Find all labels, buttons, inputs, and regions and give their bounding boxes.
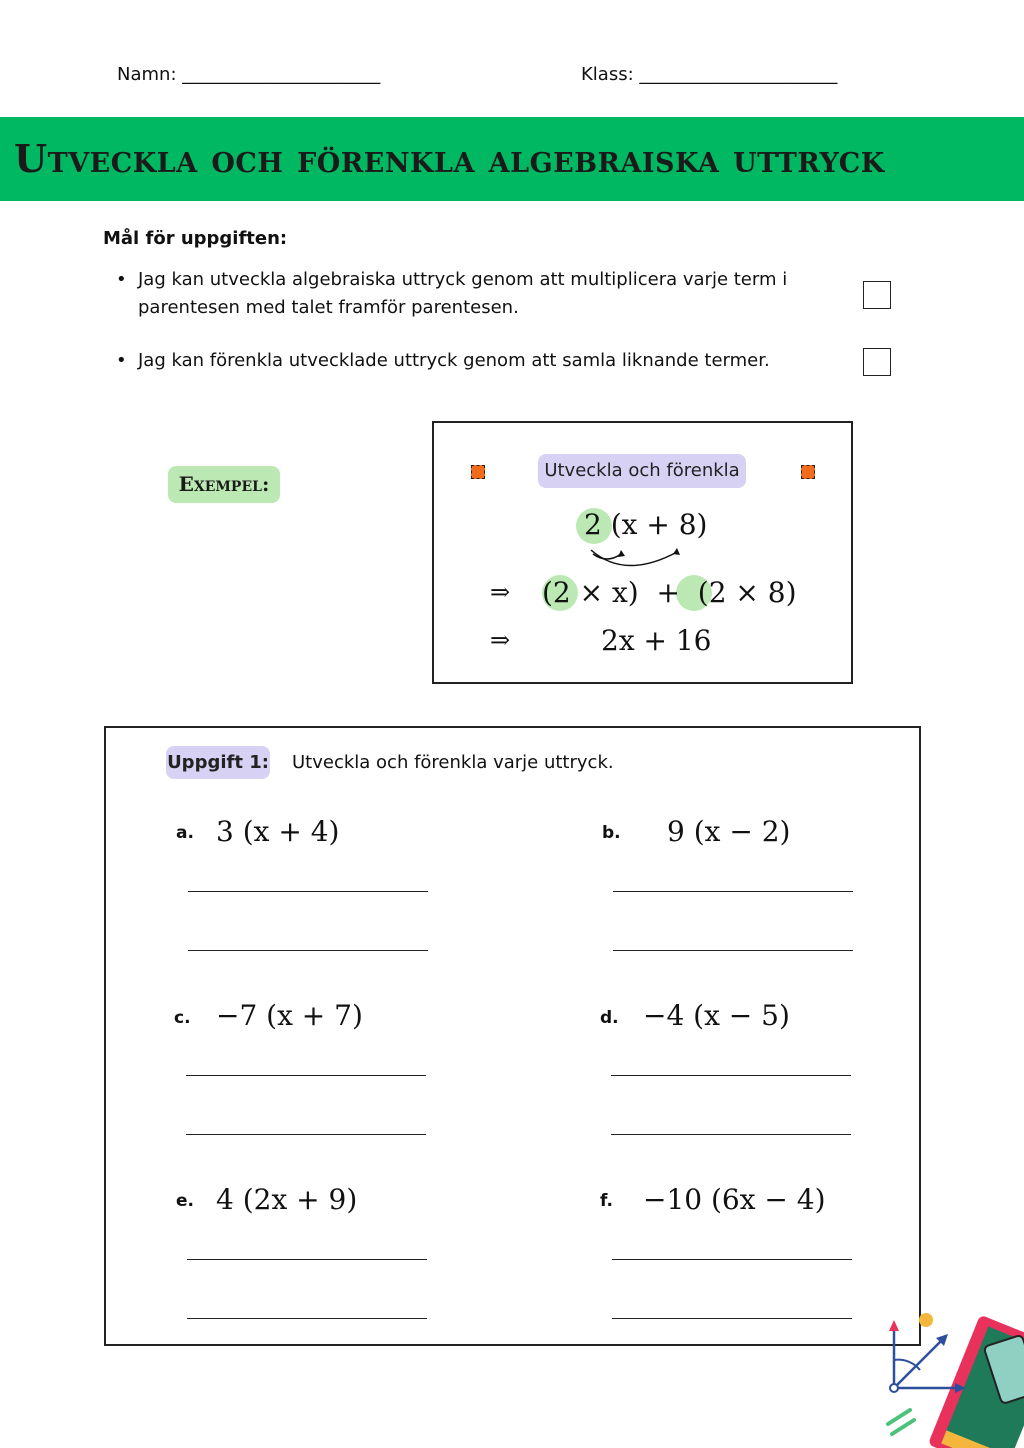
example-expression: 2 (x + 8) [584,508,708,541]
class-field-label: Klass: ______________________ [581,64,838,85]
goal-text: Jag kan förenkla utvecklade uttryck genom att samla liknande termer. [138,350,770,371]
goal-1-checkbox[interactable] [863,281,891,309]
answer-line[interactable] [613,950,853,951]
problem-expression: 9 (x − 2) [667,815,791,848]
orange-square-icon [801,465,815,479]
example-heading: Utveckla och förenkla [538,454,746,488]
distribution-arrows-icon [585,544,685,576]
answer-line[interactable] [611,1075,851,1076]
problem-expression: −10 (6x − 4) [643,1183,826,1216]
implies-arrow: ⇒ [490,626,511,654]
problem-expression: 3 (x + 4) [216,815,340,848]
implies-arrow: ⇒ [490,578,511,606]
name-field-label: Namn: ______________________ [117,64,381,85]
problem-label: a. [176,823,194,843]
example-badge: Exempel: [168,466,280,503]
problem-expression: 4 (2x + 9) [216,1183,358,1216]
task-label: Uppgift 1: [166,746,270,779]
example-step-1: (2 × x) + (2 × 8) [542,576,797,609]
goals-title: Mål för uppgiften: [103,228,288,249]
answer-line[interactable] [186,1134,426,1135]
answer-line[interactable] [188,891,428,892]
problem-label: f. [600,1191,613,1211]
example-result: 2x + 16 [601,624,712,657]
problem-label: d. [600,1008,619,1028]
goal-2-checkbox[interactable] [863,348,891,376]
problem-expression: −7 (x + 7) [216,999,363,1032]
answer-line[interactable] [611,1134,851,1135]
math-tools-illustration-icon [880,1300,1024,1448]
bullet: • [116,350,127,371]
problem-label: c. [174,1008,191,1028]
answer-line[interactable] [612,1318,852,1319]
answer-line[interactable] [188,950,428,951]
answer-line[interactable] [187,1259,427,1260]
page-title: Utveckla och förenkla algebraiska uttryck [14,136,885,181]
answer-line[interactable] [187,1318,427,1319]
task-instruction: Utveckla och förenkla varje uttryck. [292,752,614,773]
answer-line[interactable] [613,891,853,892]
problem-expression: −4 (x − 5) [643,999,790,1032]
answer-line[interactable] [186,1075,426,1076]
orange-square-icon [471,465,485,479]
goal-text: Jag kan utveckla algebraiska uttryck genom att multiplicera varje term i parentesen med talet framför parentesen. [138,269,788,318]
answer-line[interactable] [612,1259,852,1260]
problem-label: b. [602,823,621,843]
problem-label: e. [176,1191,194,1211]
bullet: • [116,269,127,290]
